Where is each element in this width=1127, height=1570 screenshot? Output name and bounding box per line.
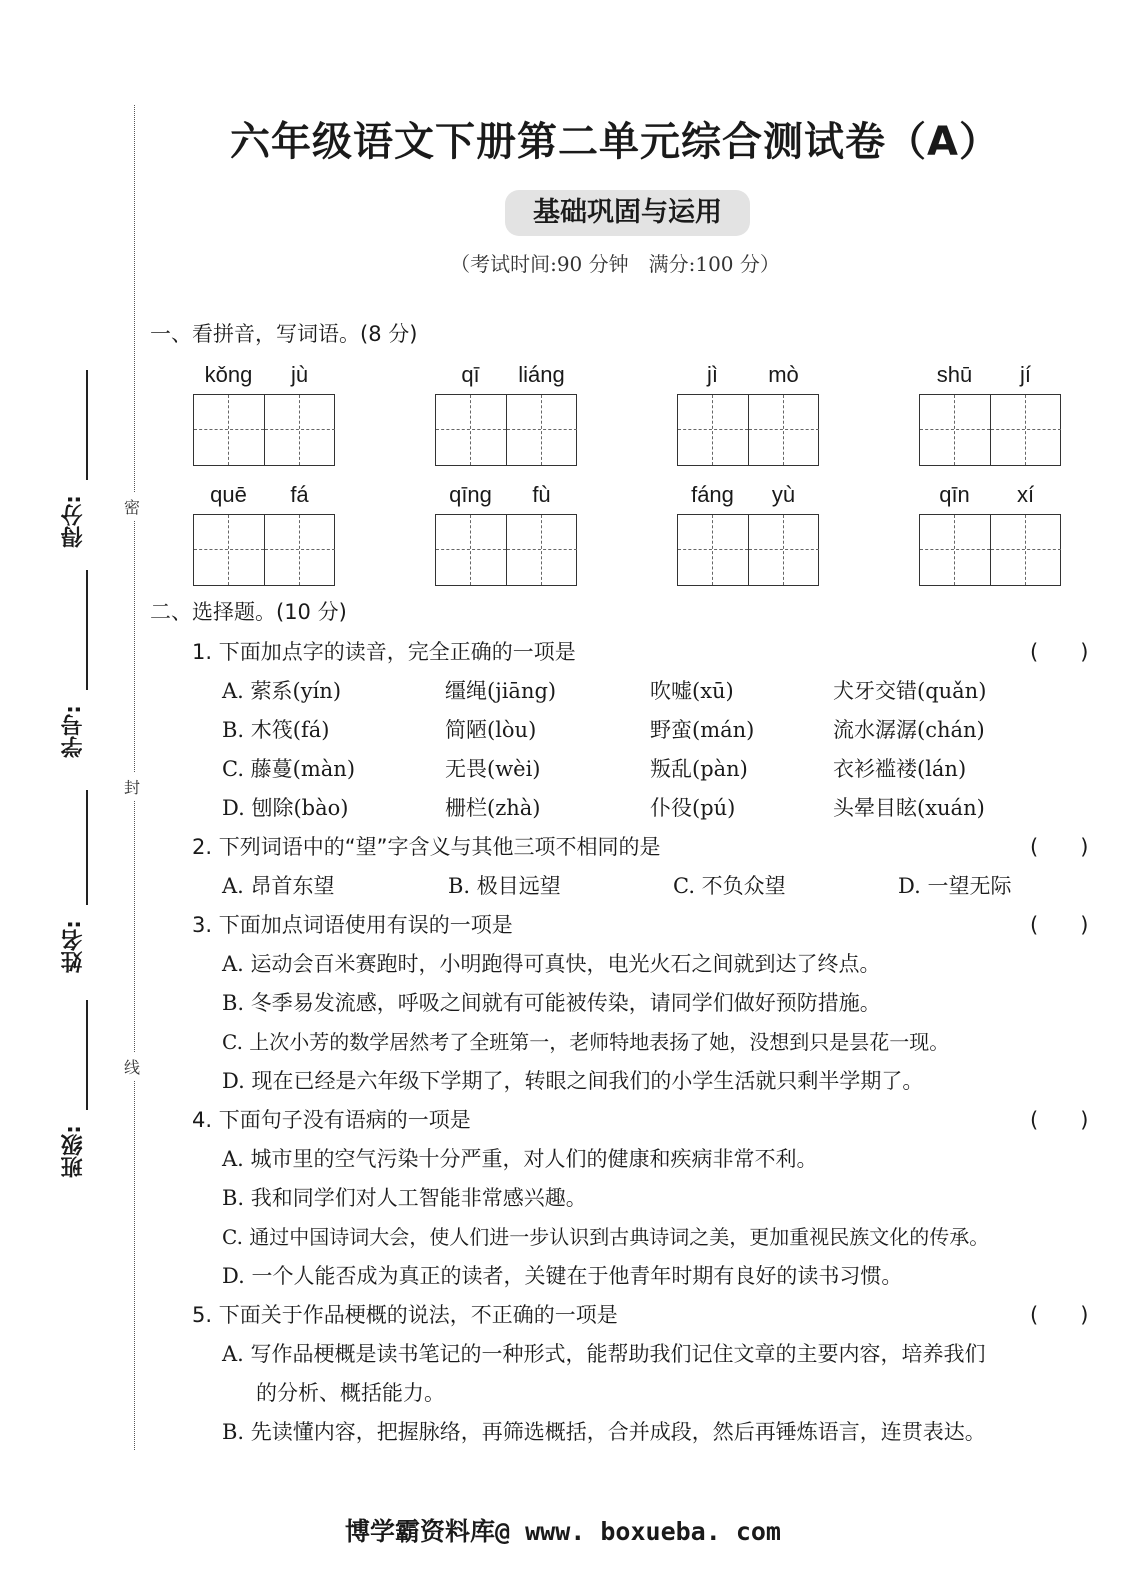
score-line: [86, 370, 88, 480]
q3-option-d: D. 现在已经是六年级下学期了，转眼之间我们的小学生活就只剩半学期了。: [222, 1069, 924, 1093]
q5-option-b: B. 先读懂内容，把握脉络，再筛选概括，合并成段，然后再锤炼语言，连贯表达。: [222, 1420, 986, 1444]
pinyin-syllable: jì: [707, 362, 718, 387]
pinyin-syllable: jí: [1020, 362, 1031, 387]
pinyin-syllable: quē: [210, 482, 247, 507]
page-title: 六年级语文下册第二单元综合测试卷（A）: [230, 119, 1000, 165]
q1-option: 叛乱(pàn): [650, 757, 748, 781]
writing-grid[interactable]: [435, 394, 577, 466]
q1-option: 犬牙交错(quǎn): [833, 679, 987, 703]
q2-option: D. 一望无际: [898, 874, 1012, 898]
pinyin-syllable: fáng: [691, 482, 734, 507]
q1-option: 无畏(wèi): [445, 757, 541, 781]
pinyin-syllable: kǒng: [204, 362, 253, 387]
class-label: 班级:: [61, 1125, 86, 1178]
answer-blank-1[interactable]: ( ): [1030, 640, 1089, 664]
answer-blank-2[interactable]: ( ): [1030, 835, 1089, 859]
q1-option: D. 刨除(bào): [222, 796, 349, 820]
q3-option-a: A. 运动会百米赛跑时，小明跑得可真快，电光火石之间就到达了终点。: [222, 952, 881, 976]
writing-grid[interactable]: [193, 514, 335, 586]
pinyin-item: [435, 482, 577, 512]
writing-grid[interactable]: [919, 394, 1061, 466]
q1-option: 缰绳(jiāng): [445, 679, 557, 703]
answer-blank-5[interactable]: ( ): [1030, 1303, 1089, 1327]
pinyin-syllable: shū: [936, 362, 973, 387]
q4-option-c: C. 通过中国诗词大会，使人们进一步认识到古典诗词之美，更加重视民族文化的传承。: [222, 1225, 990, 1249]
question-4-stem: 4. 下面句子没有语病的一项是: [192, 1108, 471, 1132]
name-label: 姓名:: [61, 920, 86, 973]
writing-grid[interactable]: [677, 394, 819, 466]
question-3-stem: 3. 下面加点词语使用有误的一项是: [192, 913, 513, 937]
writing-grid[interactable]: [193, 394, 335, 466]
question-1-stem: 1. 下面加点字的读音，完全正确的一项是: [192, 640, 576, 664]
q3-option-c: C. 上次小芳的数学居然考了全班第一，老师特地表扬了她，没想到只是昙花一现。: [222, 1030, 950, 1054]
student-id-label: 学号:: [61, 705, 86, 758]
section-2-heading: 二、选择题。(10 分): [150, 600, 347, 624]
score-label: 得分:: [61, 495, 86, 548]
q3-option-b: B. 冬季易发流感，呼吸之间就有可能被传染，请同学们做好预防措施。: [222, 991, 881, 1015]
pinyin-item: [677, 482, 819, 512]
q2-option: C. 不负众望: [673, 874, 786, 898]
pinyin-syllable: liáng: [518, 362, 565, 387]
q1-option: 仆役(pú): [650, 796, 736, 820]
pinyin-syllable: qī: [461, 362, 480, 387]
q4-option-d: D. 一个人能否成为真正的读者，关键在于他青年时期有良好的读书习惯。: [222, 1264, 903, 1288]
pinyin-item: [193, 362, 335, 392]
pinyin-item: [677, 362, 819, 392]
question-2-stem: 2. 下列词语中的“望”字含义与其他三项不相同的是: [192, 835, 661, 859]
pinyin-syllable: qīn: [939, 482, 970, 507]
q1-option: 衣衫褴褛(lán): [833, 757, 967, 781]
writing-grid[interactable]: [677, 514, 819, 586]
pinyin-syllable: fù: [532, 482, 551, 507]
pinyin-syllable: fá: [290, 482, 309, 507]
section-1-heading: 一、看拼音，写词语。(8 分): [150, 322, 418, 346]
pinyin-syllable: qīng: [449, 482, 492, 507]
seal-char-xian: 线: [124, 1052, 140, 1081]
pinyin-syllable: mò: [768, 362, 799, 387]
pinyin-item: [919, 362, 1061, 392]
writing-grid[interactable]: [919, 514, 1061, 586]
footer-watermark: 博学霸资料库@ www. boxueba. com: [345, 1517, 781, 1546]
question-5-stem: 5. 下面关于作品梗概的说法，不正确的一项是: [192, 1303, 618, 1327]
q1-option: 流水潺潺(chán): [833, 718, 985, 742]
q1-option: B. 木筏(fá): [222, 718, 330, 742]
pinyin-syllable: xí: [1016, 482, 1035, 507]
q1-option: A. 萦系(yín): [222, 679, 342, 703]
student-id-line: [86, 570, 88, 690]
q1-option: 简陋(lòu): [445, 718, 537, 742]
answer-blank-3[interactable]: ( ): [1030, 913, 1089, 937]
q1-option: 头晕目眩(xuán): [833, 796, 985, 820]
pinyin-syllable: yù: [771, 482, 796, 507]
exam-info: （考试时间:90 分钟 满分:100 分）: [450, 252, 780, 276]
pinyin-syllable: jù: [290, 362, 309, 387]
answer-blank-4[interactable]: ( ): [1030, 1108, 1089, 1132]
pinyin-item: [193, 482, 335, 512]
seal-char-mi: 密: [124, 492, 140, 521]
q1-option: 野蛮(mán): [650, 718, 755, 742]
pinyin-item: [435, 362, 577, 392]
class-line: [86, 1000, 88, 1110]
q1-option: C. 藤蔓(màn): [222, 757, 356, 781]
q4-option-b: B. 我和同学们对人工智能非常感兴趣。: [222, 1186, 587, 1210]
pinyin-item: [919, 482, 1061, 512]
q2-option: A. 昂首东望: [222, 874, 335, 898]
q4-option-a: A. 城市里的空气污染十分严重，对人们的健康和疾病非常不利。: [222, 1147, 818, 1171]
q2-option: B. 极目远望: [448, 874, 561, 898]
name-line: [86, 790, 88, 905]
q5-option-a-line2: 的分析、概括能力。: [256, 1381, 445, 1405]
q5-option-a-line1: A. 写作品梗概是读书笔记的一种形式，能帮助我们记住文章的主要内容，培养我们: [222, 1342, 986, 1366]
subtitle-badge: 基础巩固与运用: [505, 190, 750, 236]
seal-char-feng: 封: [124, 772, 140, 801]
q1-option: 栅栏(zhà): [445, 796, 541, 820]
q1-option: 吹嘘(xū): [650, 679, 734, 703]
writing-grid[interactable]: [435, 514, 577, 586]
